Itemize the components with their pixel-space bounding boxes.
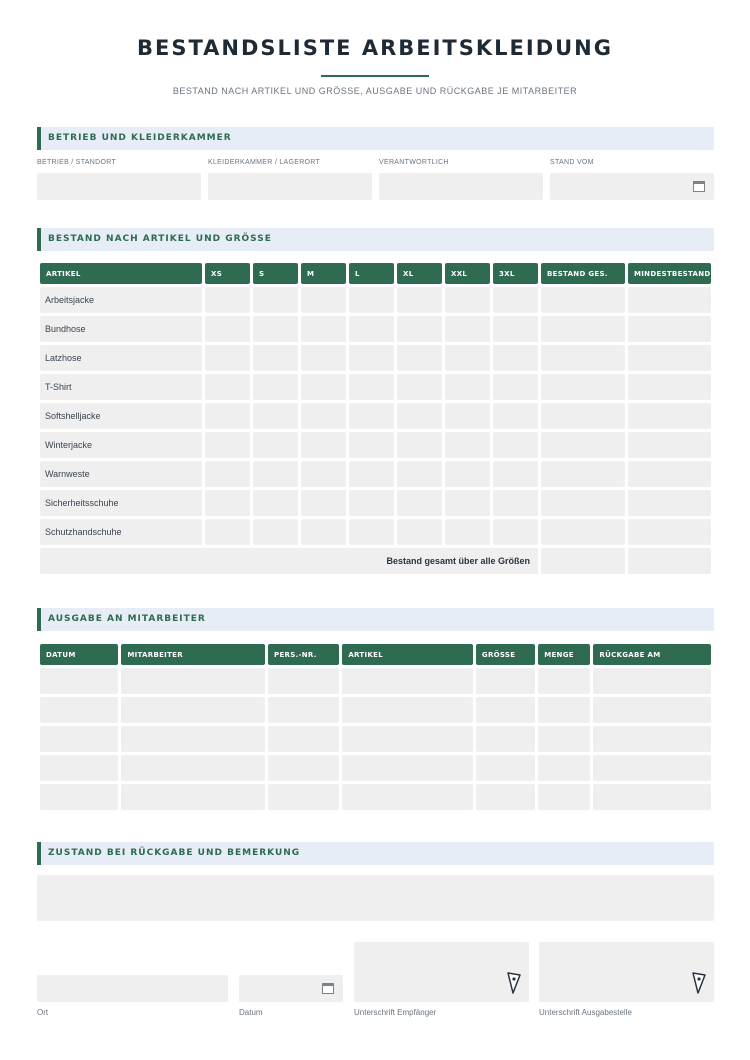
article-name-cell: Bundhose	[40, 316, 202, 342]
section-title: AUSGABE AN MITARBEITER	[48, 614, 206, 624]
stock-cell[interactable]	[628, 374, 711, 400]
column-header: ARTIKEL	[40, 263, 202, 284]
betrieb-field[interactable]	[37, 173, 201, 200]
column-header: BESTAND GES.	[541, 263, 625, 284]
entry-cell[interactable]	[476, 726, 535, 752]
stock-cell[interactable]	[445, 490, 490, 516]
verantwortlich-field[interactable]	[379, 173, 543, 200]
stock-cell[interactable]	[349, 461, 394, 487]
column-header: DATUM	[40, 644, 118, 665]
entry-cell[interactable]	[476, 784, 535, 810]
entry-cell[interactable]	[593, 784, 711, 810]
table-row	[40, 403, 711, 429]
article-name-cell: Warnweste	[40, 461, 202, 487]
section-title: BETRIEB UND KLEIDERKAMMER	[48, 133, 232, 143]
stock-cell[interactable]	[445, 374, 490, 400]
table-row	[40, 697, 711, 723]
section-header-ausgabe	[37, 608, 714, 631]
entry-cell[interactable]	[538, 755, 590, 781]
entry-cell[interactable]	[40, 755, 118, 781]
label-ort: Ort	[37, 1008, 49, 1017]
entry-cell[interactable]	[538, 668, 590, 694]
stock-cell[interactable]	[253, 519, 298, 545]
stock-cell[interactable]	[493, 461, 538, 487]
stock-cell[interactable]	[628, 490, 711, 516]
stock-cell[interactable]	[301, 461, 346, 487]
column-header: MITARBEITER	[121, 644, 265, 665]
entry-cell[interactable]	[342, 784, 473, 810]
entry-cell[interactable]	[40, 784, 118, 810]
stock-cell[interactable]	[445, 432, 490, 458]
stock-cell[interactable]	[493, 316, 538, 342]
pen-icon	[692, 972, 706, 994]
article-name-cell: Softshelljacke	[40, 403, 202, 429]
stock-cell[interactable]	[628, 287, 711, 313]
stock-cell[interactable]	[253, 490, 298, 516]
stock-cell[interactable]	[445, 345, 490, 371]
stock-cell[interactable]	[397, 519, 442, 545]
label-kleiderkammer: KLEIDERKAMMER / LAGERORT	[208, 159, 321, 166]
entry-cell[interactable]	[268, 784, 339, 810]
section-header-betrieb	[37, 127, 714, 150]
calendar-icon[interactable]	[693, 181, 705, 192]
stock-cell[interactable]	[445, 461, 490, 487]
label-betrieb: BETRIEB / STANDORT	[37, 159, 117, 166]
label-verantwortlich: VERANTWORTLICH	[379, 159, 449, 166]
column-header: RÜCKGABE AM	[593, 644, 711, 665]
notes-field[interactable]	[37, 875, 714, 921]
stock-cell[interactable]	[628, 432, 711, 458]
total-label: Bestand gesamt über alle Größen	[40, 548, 538, 574]
stock-cell[interactable]	[541, 287, 625, 313]
stock-cell[interactable]	[205, 316, 250, 342]
stock-cell[interactable]	[205, 519, 250, 545]
entry-cell[interactable]	[268, 755, 339, 781]
section-header-zustand	[37, 842, 714, 865]
stock-cell[interactable]	[205, 461, 250, 487]
stand-vom-field[interactable]	[550, 173, 714, 200]
stock-cell[interactable]	[397, 374, 442, 400]
column-header: PERS.-NR.	[268, 644, 339, 665]
stock-cell[interactable]	[445, 316, 490, 342]
signature-ausgabestelle-field[interactable]	[539, 942, 714, 1002]
table-row	[40, 726, 711, 752]
entry-cell[interactable]	[40, 697, 118, 723]
table-row	[40, 432, 711, 458]
stock-cell[interactable]	[541, 461, 625, 487]
stock-cell[interactable]	[349, 316, 394, 342]
stock-cell[interactable]	[349, 432, 394, 458]
ort-field[interactable]	[37, 975, 228, 1002]
table-row	[40, 668, 711, 694]
entry-cell[interactable]	[593, 755, 711, 781]
entry-cell[interactable]	[538, 726, 590, 752]
entry-cell[interactable]	[268, 668, 339, 694]
label-unterschrift-ausgabestelle: Unterschrift Ausgabestelle	[539, 1008, 632, 1017]
stock-cell[interactable]	[301, 403, 346, 429]
stock-cell[interactable]	[628, 403, 711, 429]
total-row	[40, 548, 711, 574]
stock-cell[interactable]	[541, 316, 625, 342]
stock-cell[interactable]	[349, 374, 394, 400]
stock-cell[interactable]	[301, 374, 346, 400]
entry-cell[interactable]	[593, 726, 711, 752]
stock-cell[interactable]	[628, 461, 711, 487]
column-header: 3XL	[493, 263, 538, 284]
stock-cell[interactable]	[301, 316, 346, 342]
stock-cell[interactable]	[205, 345, 250, 371]
stock-cell[interactable]	[397, 316, 442, 342]
entry-cell[interactable]	[593, 697, 711, 723]
stock-cell[interactable]	[397, 461, 442, 487]
stock-cell[interactable]	[349, 345, 394, 371]
entry-cell[interactable]	[342, 697, 473, 723]
section-header-bestand	[37, 228, 714, 251]
stock-cell[interactable]	[541, 490, 625, 516]
stock-cell[interactable]	[397, 403, 442, 429]
stock-cell[interactable]	[253, 432, 298, 458]
stock-cell[interactable]	[301, 519, 346, 545]
stock-cell[interactable]	[541, 432, 625, 458]
stock-cell[interactable]	[349, 287, 394, 313]
column-header: MENGE	[538, 644, 590, 665]
stock-cell[interactable]	[301, 345, 346, 371]
stock-cell[interactable]	[493, 490, 538, 516]
entry-cell[interactable]	[268, 726, 339, 752]
entry-cell[interactable]	[121, 726, 265, 752]
calendar-icon[interactable]	[322, 983, 334, 994]
stock-cell[interactable]	[253, 345, 298, 371]
stock-cell[interactable]	[493, 432, 538, 458]
stock-cell[interactable]	[628, 519, 711, 545]
stock-cell[interactable]	[349, 490, 394, 516]
column-header: MINDESTBESTAND	[628, 263, 711, 284]
stock-cell[interactable]	[397, 287, 442, 313]
bestand-table	[37, 260, 714, 577]
stock-cell[interactable]	[493, 374, 538, 400]
entry-cell[interactable]	[121, 697, 265, 723]
table-row	[40, 461, 711, 487]
entry-cell[interactable]	[121, 668, 265, 694]
table-row	[40, 345, 711, 371]
article-name-cell: Arbeitsjacke	[40, 287, 202, 313]
total-bestand-cell[interactable]	[541, 548, 625, 574]
stock-cell[interactable]	[205, 374, 250, 400]
entry-cell[interactable]	[342, 668, 473, 694]
stock-cell[interactable]	[493, 519, 538, 545]
stock-cell[interactable]	[397, 490, 442, 516]
column-header: S	[253, 263, 298, 284]
column-header: ARTIKEL	[342, 644, 473, 665]
entry-cell[interactable]	[476, 755, 535, 781]
entry-cell[interactable]	[40, 668, 118, 694]
stock-cell[interactable]	[205, 432, 250, 458]
page-title: BESTANDSLISTE ARBEITSKLEIDUNG	[136, 36, 613, 60]
entry-cell[interactable]	[268, 697, 339, 723]
entry-cell[interactable]	[342, 726, 473, 752]
stock-cell[interactable]	[253, 403, 298, 429]
total-mindestbestand-cell[interactable]	[628, 548, 711, 574]
entry-cell[interactable]	[121, 755, 265, 781]
label-unterschrift-empfaenger: Unterschrift Empfänger	[354, 1008, 437, 1017]
stock-cell[interactable]	[445, 403, 490, 429]
stock-cell[interactable]	[541, 374, 625, 400]
article-name-cell: Schutzhandschuhe	[40, 519, 202, 545]
entry-cell[interactable]	[476, 697, 535, 723]
stock-cell[interactable]	[445, 287, 490, 313]
entry-cell[interactable]	[538, 697, 590, 723]
table-row	[40, 519, 711, 545]
stock-cell[interactable]	[628, 316, 711, 342]
table-row	[40, 374, 711, 400]
stock-cell[interactable]	[541, 403, 625, 429]
column-header: M	[301, 263, 346, 284]
table-row	[40, 755, 711, 781]
entry-cell[interactable]	[40, 726, 118, 752]
stock-cell[interactable]	[397, 432, 442, 458]
entry-cell[interactable]	[121, 784, 265, 810]
page-subtitle: BESTAND NACH ARTIKEL UND GRÖSSE, AUSGABE UND RÜCKGABE JE MITARBEITER	[172, 86, 578, 96]
stock-cell[interactable]	[397, 345, 442, 371]
column-header: XS	[205, 263, 250, 284]
table-row	[40, 316, 711, 342]
column-header: L	[349, 263, 394, 284]
signature-empfaenger-field[interactable]	[354, 942, 529, 1002]
stock-cell[interactable]	[253, 287, 298, 313]
stock-cell[interactable]	[205, 287, 250, 313]
label-datum: Datum	[239, 1008, 263, 1017]
column-header: XL	[397, 263, 442, 284]
datum-field[interactable]	[239, 975, 343, 1002]
stock-cell[interactable]	[253, 374, 298, 400]
table-row	[40, 287, 711, 313]
table-header-row	[40, 263, 711, 284]
entry-cell[interactable]	[593, 668, 711, 694]
pen-icon	[507, 972, 521, 994]
stock-cell[interactable]	[253, 461, 298, 487]
stock-cell[interactable]	[349, 519, 394, 545]
article-name-cell: T-Shirt	[40, 374, 202, 400]
stock-cell[interactable]	[205, 403, 250, 429]
stock-cell[interactable]	[349, 403, 394, 429]
stock-cell[interactable]	[493, 345, 538, 371]
stock-cell[interactable]	[301, 490, 346, 516]
stock-cell[interactable]	[205, 490, 250, 516]
title-underline	[321, 75, 429, 77]
stock-cell[interactable]	[445, 519, 490, 545]
entry-cell[interactable]	[538, 784, 590, 810]
ausgabe-table	[37, 641, 714, 813]
stock-cell[interactable]	[493, 287, 538, 313]
article-name-cell: Latzhose	[40, 345, 202, 371]
article-name-cell: Sicherheitsschuhe	[40, 490, 202, 516]
column-header: XXL	[445, 263, 490, 284]
article-name-cell: Winterjacke	[40, 432, 202, 458]
entry-cell[interactable]	[342, 755, 473, 781]
table-row	[40, 490, 711, 516]
section-title: ZUSTAND BEI RÜCKGABE UND BEMERKUNG	[48, 848, 301, 858]
stock-cell[interactable]	[253, 316, 298, 342]
stock-cell[interactable]	[541, 345, 625, 371]
kleiderkammer-field[interactable]	[208, 173, 372, 200]
table-header-row	[40, 644, 711, 665]
section-title: BESTAND NACH ARTIKEL UND GRÖSSE	[48, 234, 272, 244]
stock-cell[interactable]	[628, 345, 711, 371]
stock-cell[interactable]	[301, 432, 346, 458]
table-row	[40, 784, 711, 810]
column-header: GRÖSSE	[476, 644, 535, 665]
stock-cell[interactable]	[301, 287, 346, 313]
stock-cell[interactable]	[493, 403, 538, 429]
entry-cell[interactable]	[476, 668, 535, 694]
stock-cell[interactable]	[541, 519, 625, 545]
label-stand-vom: STAND VOM	[550, 159, 594, 166]
